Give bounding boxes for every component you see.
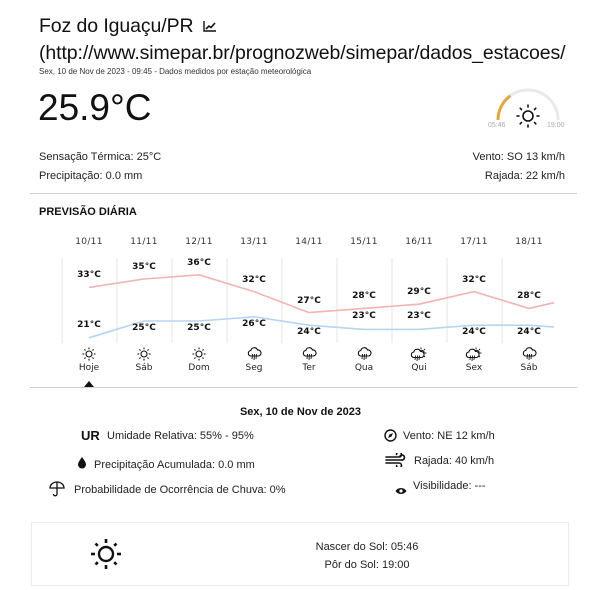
temp-label-max: 35°C — [132, 262, 156, 272]
temp-label-max: 28°C — [352, 291, 376, 302]
sunset-time: Pôr do Sol: 19:00 — [324, 559, 410, 571]
feels-like: Sensação Térmica: 25°C — [39, 151, 162, 163]
forecast-date: 17/11 — [460, 237, 488, 247]
forecast-date: 14/11 — [295, 237, 323, 247]
current-temperature: 25.9°C — [38, 87, 152, 128]
umbrella-icon — [49, 481, 65, 502]
sun-times-card — [31, 522, 569, 586]
forecast-day-tab[interactable]: Qua — [354, 363, 374, 373]
detail-date: Sex, 10 de Nov de 2023 — [239, 406, 362, 418]
temp-label-min: 23°C — [352, 311, 376, 322]
forecast-day-tab[interactable]: Dom — [188, 363, 210, 373]
temp-label-min: 24°C — [517, 327, 541, 338]
temp-label-min: 24°C — [297, 327, 321, 338]
station-name: Foz do Iguaçu/PR — [39, 15, 194, 37]
forecast-day-tab[interactable]: Ter — [302, 363, 316, 373]
forecast-day-tab[interactable]: Qui — [411, 363, 427, 373]
forecast-date: 15/11 — [350, 237, 378, 247]
drop-icon — [77, 456, 87, 474]
forecast-date: 13/11 — [240, 237, 268, 247]
sun-arc-sunrise: 05:46 — [488, 122, 506, 129]
station-url-link[interactable]: (http://www.simepar.br/prognozweb/simepar/dados_estacoes/ — [39, 42, 566, 64]
humidity: Umidade Relativa: 55% - 95% — [107, 430, 254, 442]
humidity-badge: UR — [81, 428, 100, 443]
measurement-subtitle: Sex, 10 de Nov de 2023 - 09:45 - Dados medidos por estação meteorológica — [39, 67, 312, 76]
temp-label-max: 28°C — [517, 291, 541, 302]
forecast-day-tab[interactable]: Hoje — [78, 363, 100, 373]
temp-label-min: 26°C — [242, 318, 266, 329]
temp-label-max: 29°C — [407, 287, 431, 298]
forecast-section-title: PREVISÃO DIÁRIA — [39, 206, 137, 218]
detail-gust: Rajada: 40 km/h — [414, 455, 495, 467]
forecast-date: 10/11 — [75, 237, 103, 247]
forecast-date: 12/11 — [185, 237, 213, 247]
temp-label-min: 23°C — [407, 311, 431, 322]
forecast-day-tab[interactable]: Sáb — [135, 363, 153, 373]
temp-label-min: 24°C — [462, 327, 486, 338]
visibility: Visibilidade: --- — [413, 480, 486, 492]
temp-label-min: 25°C — [187, 323, 211, 333]
forecast-day-tab[interactable]: Seg — [245, 363, 263, 373]
temp-label-min: 21°C — [77, 319, 101, 330]
compass-icon — [384, 429, 397, 447]
current-wind: Vento: SO 13 km/h — [472, 151, 565, 163]
current-gust: Rajada: 22 km/h — [484, 170, 565, 182]
forecast-day-tab[interactable]: Sex — [465, 363, 483, 373]
temp-label-max: 32°C — [242, 274, 266, 285]
accumulated-precipitation: Precipitação Acumulada: 0.0 mm — [94, 459, 255, 471]
eye-icon — [395, 482, 407, 500]
forecast-day-tab[interactable]: Sáb — [520, 363, 538, 373]
forecast-date: 11/11 — [130, 237, 158, 247]
forecast-date: 16/11 — [405, 237, 433, 247]
rain-probability: Probabilidade de Ocorrência de Chuva: 0% — [74, 484, 286, 496]
wind-icon — [385, 453, 407, 472]
temp-label-max: 27°C — [297, 295, 321, 306]
forecast-date: 18/11 — [515, 237, 543, 247]
sun-icon — [89, 537, 123, 576]
detail-wind: Vento: NE 12 km/h — [403, 430, 495, 442]
sunrise-time: Nascer do Sol: 05:46 — [315, 541, 419, 553]
temp-label-min: 25°C — [132, 323, 156, 333]
temp-label-max: 32°C — [462, 274, 486, 285]
temp-label-max: 33°C — [77, 270, 101, 281]
divider — [30, 387, 577, 388]
sun-arc-sunset: 19:00 — [547, 122, 565, 129]
temp-label-max: 36°C — [187, 257, 211, 268]
current-precipitation: Precipitação: 0.0 mm — [39, 170, 143, 182]
